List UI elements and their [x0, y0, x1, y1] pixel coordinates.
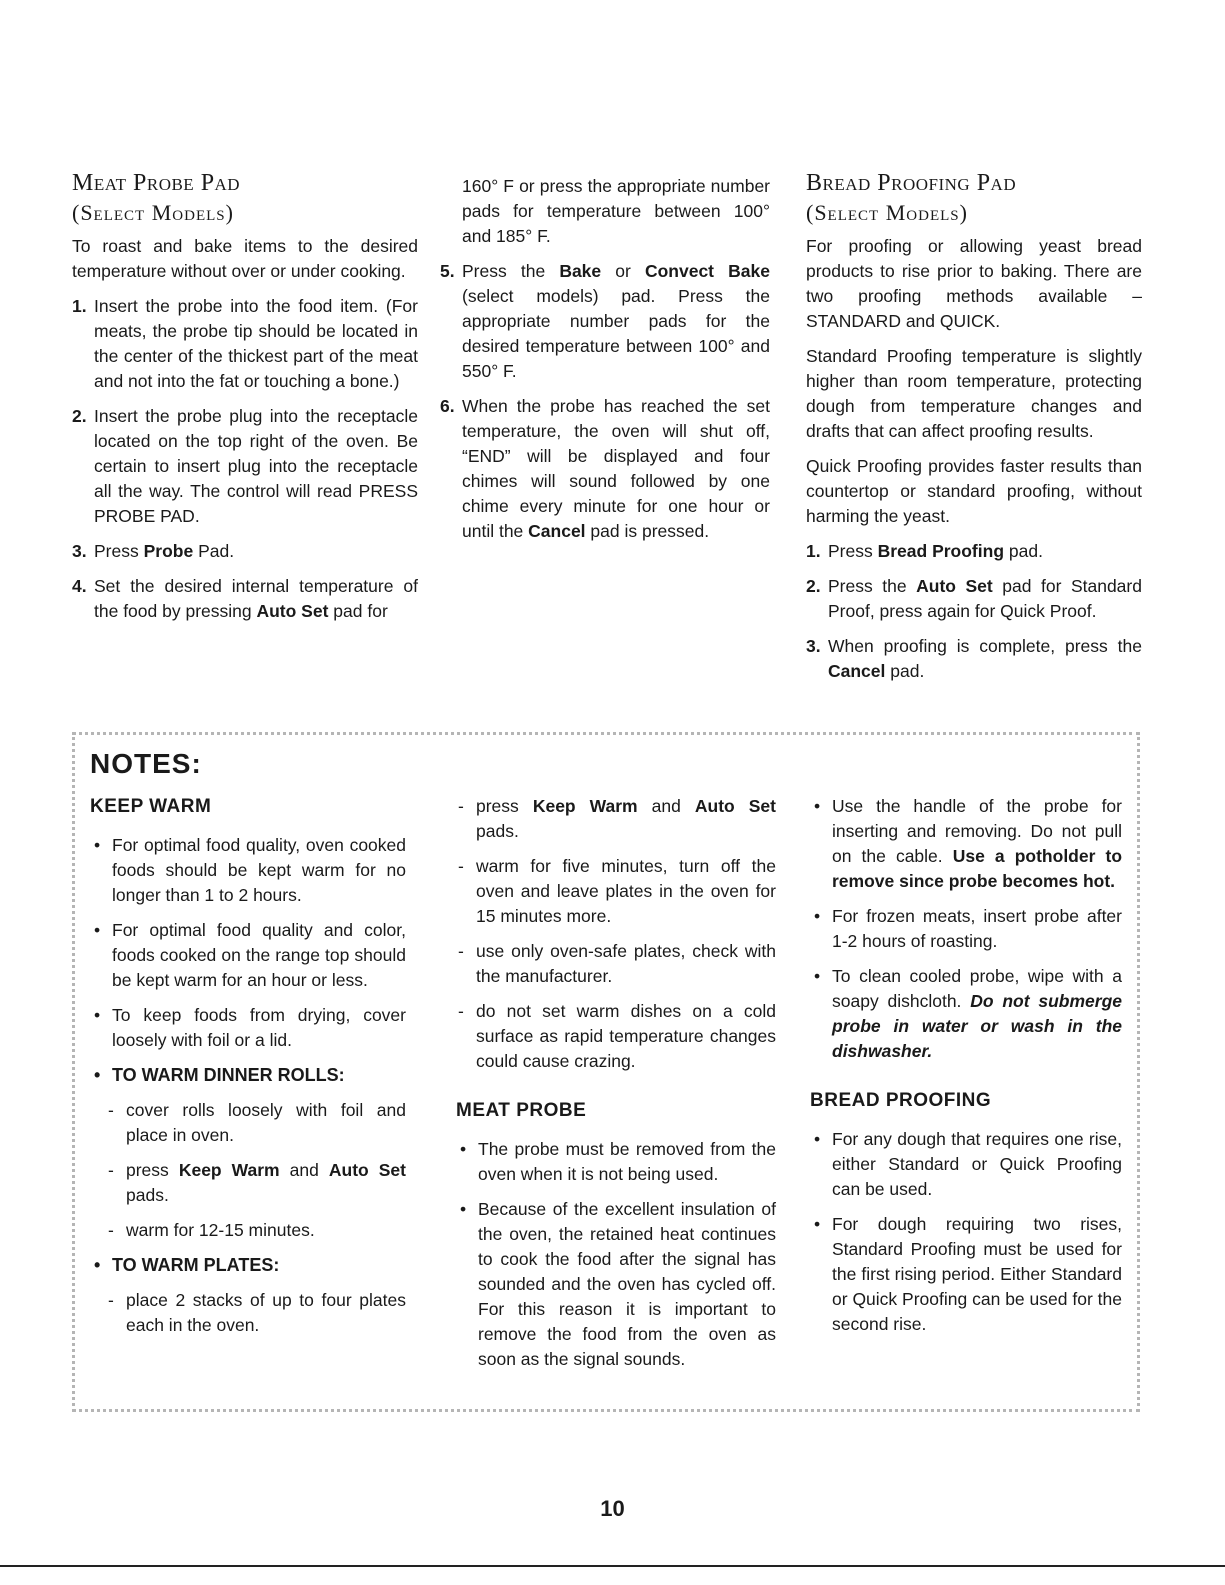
notes-keep-warm: [90, 794, 406, 1348]
meat-probe-note-5: • To clean cooled probe, wipe with a soapy dishcloth. Do not submerge probe in water or wash in the dishwasher.: [814, 966, 1122, 1061]
meat-probe-section: [72, 168, 418, 634]
meat-probe-step-1: 1. Insert the probe into the food item. (For meats, the probe tip should be located in the center of the thickest part of the meat and not into the fat or touching a bone.): [72, 296, 418, 391]
bread-proofing-title: Bread Proofing Pad: [806, 170, 1017, 196]
meat-probe-note-1: • The probe must be removed from the oven when it is not being used.: [460, 1139, 776, 1184]
meat-probe-step-5: 5. Press the Bake or Convect Bake (select models) pad. Press the appropriate number pads for the desired temperature between 100° and 550° F.: [440, 261, 770, 381]
meat-probe-notes-heading: MEAT PROBE: [456, 1100, 587, 1121]
plates-dash-2: - press Keep Warm and Auto Set pads.: [458, 796, 776, 841]
meat-probe-step-3: 3. Press Probe Pad.: [72, 541, 235, 561]
notes-right: [810, 794, 1122, 1347]
notes-title: NOTES:: [90, 748, 202, 779]
meat-probe-step-6: 6. When the probe has reached the set temperature, the oven will shut off, “END” will be displayed and four chimes will sound followed by one chime every minute for one hour or until the Cancel pad is pressed.: [440, 396, 770, 541]
warm-plates-heading: • TO WARM PLATES:: [94, 1255, 280, 1275]
meat-probe-continued: [440, 174, 770, 554]
bread-proofing-p1: For proofing or allowing yeast bread products to rise prior to baking. There are two proofing methods available – STANDARD and QUICK.: [806, 236, 1142, 331]
bottom-rule: [0, 1565, 1225, 1567]
plates-dash-1: - place 2 stacks of up to four plates each in the oven.: [108, 1290, 406, 1335]
keep-warm-bullet-3: • To keep foods from drying, cover loosely with foil or a lid.: [94, 1005, 406, 1050]
plates-dash-3: - warm for five minutes, turn off the oven and leave plates in the oven for 15 minutes more.: [458, 856, 776, 926]
step-4-continued: 160° F or press the appropriate number pads for temperature between 100° and 185° F.: [462, 176, 770, 246]
meat-probe-steps: [72, 294, 418, 624]
meat-probe-steps-continued: [440, 259, 770, 544]
bread-proofing-note-1: • For any dough that requires one rise, either Standard or Quick Proofing can be used.: [814, 1129, 1122, 1199]
meat-probe-step-2: 2. Insert the probe plug into the receptacle located on the top right of the oven. Be certain to insert plug into the receptacle all the way. The control will read PRESS PROBE PAD.: [72, 406, 418, 526]
bread-proofing-section: [806, 168, 1142, 694]
rolls-dash-1: - cover rolls loosely with foil and place in oven.: [108, 1100, 406, 1145]
meat-probe-subtitle: (Select Models): [72, 200, 234, 225]
notes-middle: [456, 794, 776, 1382]
bread-step-1: 1. Press Bread Proofing pad.: [806, 541, 1043, 561]
bread-proofing-subtitle: (Select Models): [806, 200, 968, 225]
keep-warm-bullet-1: • For optimal food quality, oven cooked foods should be kept warm for no longer than 1 to 2 hours.: [94, 835, 406, 905]
bread-proofing-p2: Standard Proofing temperature is slightly higher than room temperature, protecting dough from temperature changes and drafts that can affect proofing results.: [806, 346, 1142, 441]
dinner-rolls-heading: • TO WARM DINNER ROLLS:: [94, 1065, 345, 1085]
rolls-dash-2: - press Keep Warm and Auto Set pads.: [108, 1160, 406, 1205]
bread-proofing-steps: [806, 539, 1142, 684]
meat-probe-step-4: 4. Set the desired internal temperature of the food by pressing Auto Set pad for: [72, 576, 418, 621]
bread-proofing-p3: Quick Proofing provides faster results than countertop or standard proofing, without harming the yeast.: [806, 456, 1142, 526]
keep-warm-heading: KEEP WARM: [90, 796, 212, 817]
bread-step-3: 3. When proofing is complete, press the Cancel pad.: [806, 636, 1142, 681]
plates-dash-5: - do not set warm dishes on a cold surface as rapid temperature changes could cause crazing.: [458, 1001, 776, 1071]
bread-step-2: 2. Press the Auto Set pad for Standard Proof, press again for Quick Proof.: [806, 576, 1142, 621]
plates-dash-4: - use only oven-safe plates, check with the manufacturer.: [458, 941, 776, 986]
rolls-dash-3: - warm for 12-15 minutes.: [108, 1220, 315, 1240]
page-number: 10: [600, 1496, 625, 1521]
meat-probe-note-2: • Because of the excellent insulation of the oven, the retained heat continues to cook the food after the signal has sounded and the oven has cycled off. For this reason it is important to remove the food from the oven as soon as the signal sounds.: [460, 1199, 776, 1369]
meat-probe-title: Meat Probe Pad: [72, 170, 241, 196]
bread-proofing-note-2: • For dough requiring two rises, Standard Proofing must be used for the first rising period. Either Standard or Quick Proofing can be used for the second rise.: [814, 1214, 1122, 1334]
bread-proofing-notes-heading: BREAD PROOFING: [810, 1090, 992, 1111]
meat-probe-note-3: • Use the handle of the probe for inserting and removing. Do not pull on the cable. Use a potholder to remove since probe becomes hot.: [814, 796, 1123, 891]
keep-warm-bullet-2: • For optimal food quality and color, foods cooked on the range top should be kept warm for an hour or less.: [94, 920, 406, 990]
meat-probe-note-4: • For frozen meats, insert probe after 1-2 hours of roasting.: [814, 906, 1122, 951]
meat-probe-intro: To roast and bake items to the desired temperature without over or under cooking.: [72, 236, 418, 281]
